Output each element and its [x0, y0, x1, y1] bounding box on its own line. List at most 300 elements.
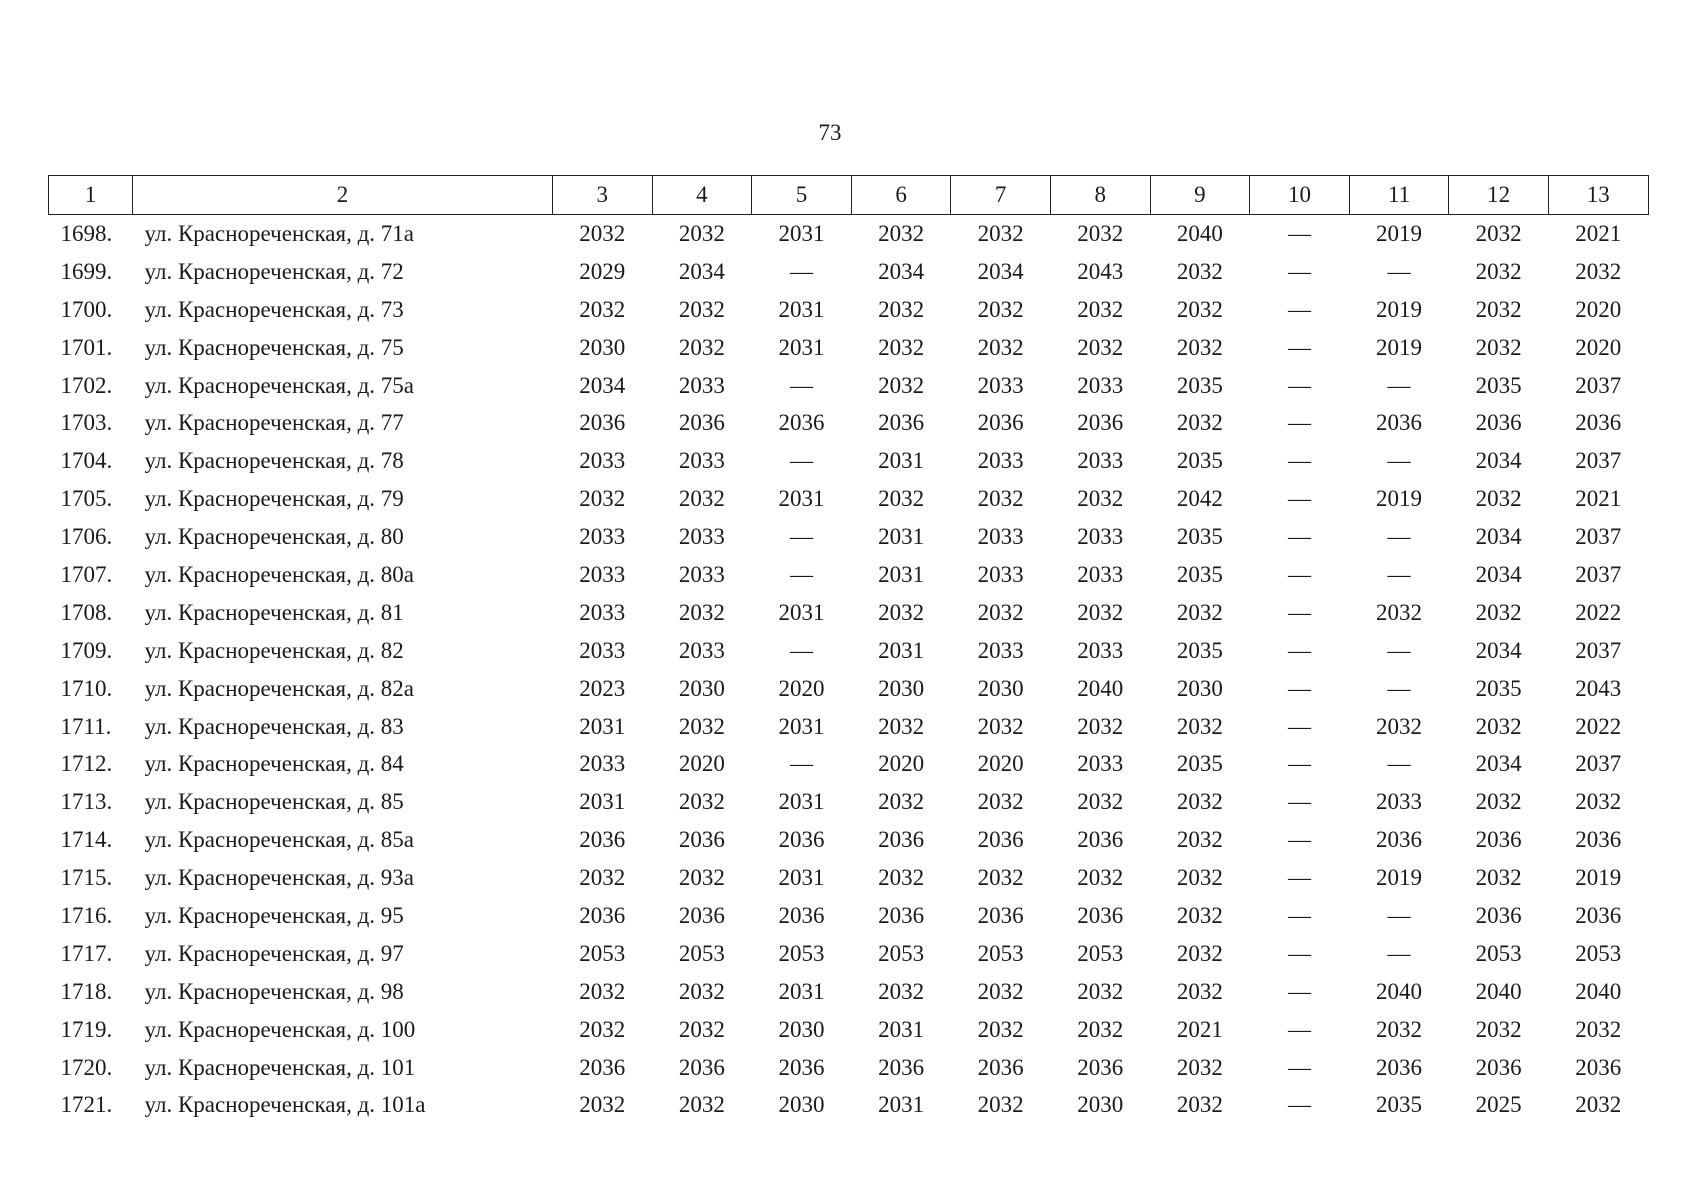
- year-cell: 2053: [1475, 940, 1522, 966]
- year-cell: 2033: [977, 448, 1024, 474]
- year-cell: 2032: [678, 978, 725, 1004]
- table-row: [49, 480, 1649, 518]
- year-cell: 2035: [1176, 637, 1223, 663]
- year-cell: —: [789, 561, 813, 587]
- year-cell: 2034: [1475, 751, 1522, 777]
- year-cell: 2032: [977, 1016, 1024, 1042]
- table-row: [49, 745, 1649, 783]
- year-cell: 2032: [1575, 1016, 1622, 1042]
- year-cell: 2036: [878, 902, 925, 928]
- table-row: [49, 329, 1649, 367]
- table-row: [49, 783, 1649, 821]
- year-cell: 2033: [1077, 448, 1124, 474]
- year-cell: 2035: [1176, 751, 1223, 777]
- year-cell: 2036: [778, 410, 825, 436]
- year-cell: 2032: [1176, 865, 1223, 891]
- year-cell: 2032: [678, 789, 725, 815]
- year-cell: 2037: [1575, 448, 1622, 474]
- year-cell: 2032: [1077, 789, 1124, 815]
- year-cell: 2032: [1475, 789, 1522, 815]
- year-cell: 2037: [1575, 637, 1622, 663]
- year-cell: 2032: [1475, 296, 1522, 322]
- column-header: 8: [1050, 176, 1150, 215]
- year-cell: 2035: [1176, 561, 1223, 587]
- row-number: 1698.: [60, 220, 113, 246]
- address-cell: ул. Краснореченская, д. 81: [144, 599, 404, 625]
- year-cell: 2033: [1376, 789, 1423, 815]
- year-cell: —: [1387, 940, 1411, 966]
- year-cell: —: [1287, 448, 1311, 474]
- year-cell: 2034: [678, 258, 725, 284]
- year-cell: 2032: [1176, 334, 1223, 360]
- year-cell: 2040: [1575, 978, 1622, 1004]
- row-number: 1718.: [60, 978, 113, 1004]
- year-cell: —: [1287, 637, 1311, 663]
- year-cell: 2030: [778, 1016, 825, 1042]
- year-cell: 2031: [878, 524, 925, 550]
- year-cell: 2021: [1575, 486, 1622, 512]
- year-cell: —: [1287, 940, 1311, 966]
- year-cell: 2032: [1176, 1092, 1223, 1118]
- year-cell: —: [1387, 258, 1411, 284]
- year-cell: 2036: [1376, 827, 1423, 853]
- column-header: 10: [1250, 176, 1350, 215]
- year-cell: 2032: [1575, 1092, 1622, 1118]
- year-cell: —: [1287, 334, 1311, 360]
- row-number: 1703.: [60, 410, 113, 436]
- year-cell: 2036: [1475, 1054, 1522, 1080]
- year-cell: 2032: [1077, 599, 1124, 625]
- year-cell: 2032: [878, 220, 925, 246]
- table-row: [49, 215, 1649, 253]
- year-cell: 2032: [579, 1092, 626, 1118]
- year-cell: —: [1387, 902, 1411, 928]
- year-cell: 2030: [778, 1092, 825, 1118]
- year-cell: 2032: [678, 296, 725, 322]
- year-cell: 2032: [1475, 713, 1522, 739]
- year-cell: —: [1287, 902, 1311, 928]
- year-cell: 2032: [1475, 220, 1522, 246]
- column-number-header-row: [49, 176, 1649, 215]
- year-cell: 2034: [1475, 637, 1522, 663]
- year-cell: 2033: [977, 524, 1024, 550]
- year-cell: 2032: [878, 486, 925, 512]
- year-cell: 2036: [977, 902, 1024, 928]
- year-cell: 2031: [778, 978, 825, 1004]
- year-cell: 2032: [1077, 296, 1124, 322]
- year-cell: 2035: [1176, 448, 1223, 474]
- year-cell: 2032: [1176, 599, 1223, 625]
- year-cell: 2040: [1475, 978, 1522, 1004]
- column-header: 2: [133, 176, 553, 215]
- row-number: 1702.: [60, 372, 113, 398]
- year-cell: 2036: [1575, 827, 1622, 853]
- year-cell: 2036: [579, 902, 626, 928]
- row-number: 1711.: [60, 713, 112, 739]
- year-cell: 2034: [1475, 448, 1522, 474]
- year-cell: 2053: [678, 940, 725, 966]
- year-cell: 2032: [1376, 1016, 1423, 1042]
- address-cell: ул. Краснореченская, д. 100: [144, 1016, 416, 1042]
- year-cell: 2043: [1575, 675, 1622, 701]
- year-cell: 2032: [678, 334, 725, 360]
- address-cell: ул. Краснореченская, д. 84: [144, 751, 404, 777]
- year-cell: —: [1387, 751, 1411, 777]
- year-cell: 2020: [1575, 296, 1622, 322]
- year-cell: 2036: [1575, 410, 1622, 436]
- year-cell: 2033: [977, 561, 1024, 587]
- year-cell: 2034: [878, 258, 925, 284]
- address-cell: ул. Краснореченская, д. 83: [144, 713, 404, 739]
- address-cell: ул. Краснореченская, д. 101а: [144, 1092, 426, 1118]
- year-cell: 2036: [678, 902, 725, 928]
- table-row: [49, 859, 1649, 897]
- year-cell: —: [1387, 448, 1411, 474]
- year-cell: 2036: [778, 1054, 825, 1080]
- year-cell: 2033: [678, 524, 725, 550]
- year-cell: —: [1287, 675, 1311, 701]
- year-cell: —: [1287, 296, 1311, 322]
- year-cell: 2031: [778, 713, 825, 739]
- year-cell: —: [1287, 1016, 1311, 1042]
- year-cell: 2032: [579, 486, 626, 512]
- year-cell: 2032: [1475, 599, 1522, 625]
- year-cell: 2037: [1575, 561, 1622, 587]
- table-row: [49, 1049, 1649, 1087]
- year-cell: —: [1287, 486, 1311, 512]
- row-number: 1721.: [60, 1092, 113, 1118]
- address-cell: ул. Краснореченская, д. 77: [144, 410, 404, 436]
- address-cell: ул. Краснореченская, д. 97: [144, 940, 404, 966]
- year-cell: 2031: [878, 1016, 925, 1042]
- table-row: [49, 821, 1649, 859]
- year-cell: 2033: [678, 637, 725, 663]
- year-cell: 2036: [878, 827, 925, 853]
- table-row: [49, 1011, 1649, 1049]
- year-cell: 2032: [1176, 789, 1223, 815]
- year-cell: —: [1287, 599, 1311, 625]
- column-header: 9: [1150, 176, 1250, 215]
- column-header: 1: [49, 176, 133, 215]
- year-cell: 2033: [678, 372, 725, 398]
- year-cell: 2032: [1077, 865, 1124, 891]
- year-cell: 2032: [1475, 1016, 1522, 1042]
- column-header: 6: [851, 176, 951, 215]
- year-cell: 2031: [778, 789, 825, 815]
- row-number: 1705.: [60, 486, 113, 512]
- year-cell: 2032: [579, 220, 626, 246]
- year-cell: 2037: [1575, 524, 1622, 550]
- year-cell: 2025: [1475, 1092, 1522, 1118]
- year-cell: 2019: [1376, 220, 1423, 246]
- year-cell: 2036: [778, 902, 825, 928]
- year-cell: 2036: [1376, 1054, 1423, 1080]
- year-cell: 2032: [878, 372, 925, 398]
- year-cell: 2032: [977, 789, 1024, 815]
- year-cell: 2053: [579, 940, 626, 966]
- year-cell: 2032: [1176, 713, 1223, 739]
- year-cell: 2036: [678, 410, 725, 436]
- row-number: 1699.: [60, 258, 113, 284]
- table-row: [49, 518, 1649, 556]
- year-cell: 2036: [678, 1054, 725, 1080]
- year-cell: 2033: [678, 561, 725, 587]
- page-number: 73: [818, 120, 842, 145]
- year-cell: —: [1287, 865, 1311, 891]
- row-number: 1709.: [60, 637, 113, 663]
- year-cell: 2032: [1176, 978, 1223, 1004]
- year-cell: 2031: [778, 865, 825, 891]
- year-cell: 2036: [1077, 827, 1124, 853]
- year-cell: 2030: [977, 675, 1024, 701]
- year-cell: 2036: [1475, 410, 1522, 436]
- year-cell: 2032: [977, 713, 1024, 739]
- table-row: [49, 404, 1649, 442]
- year-cell: 2022: [1575, 713, 1622, 739]
- year-cell: 2053: [1077, 940, 1124, 966]
- year-cell: 2032: [1475, 486, 1522, 512]
- year-cell: 2019: [1376, 865, 1423, 891]
- table-row: [49, 897, 1649, 935]
- row-number: 1700.: [60, 296, 113, 322]
- year-cell: 2032: [1077, 486, 1124, 512]
- column-header: 12: [1449, 176, 1549, 215]
- year-cell: 2032: [1077, 220, 1124, 246]
- year-cell: 2032: [678, 220, 725, 246]
- row-number: 1719.: [60, 1016, 113, 1042]
- table-row: [49, 291, 1649, 329]
- year-cell: —: [1287, 258, 1311, 284]
- address-cell: ул. Краснореченская, д. 78: [144, 448, 404, 474]
- year-cell: 2032: [1475, 865, 1522, 891]
- year-cell: 2032: [1077, 334, 1124, 360]
- address-cell: ул. Краснореченская, д. 75: [144, 334, 404, 360]
- column-header: 13: [1548, 176, 1648, 215]
- year-cell: 2031: [778, 599, 825, 625]
- year-cell: 2033: [678, 448, 725, 474]
- address-cell: ул. Краснореченская, д. 80: [144, 524, 404, 550]
- year-cell: 2032: [977, 334, 1024, 360]
- year-cell: 2036: [878, 1054, 925, 1080]
- year-cell: 2032: [579, 296, 626, 322]
- year-cell: 2033: [1077, 561, 1124, 587]
- table-row: [49, 442, 1649, 480]
- year-cell: —: [1287, 220, 1311, 246]
- year-cell: 2033: [579, 524, 626, 550]
- year-cell: 2032: [1176, 258, 1223, 284]
- year-cell: 2036: [977, 827, 1024, 853]
- year-cell: 2032: [977, 220, 1024, 246]
- year-cell: 2032: [977, 1092, 1024, 1118]
- year-cell: 2032: [878, 599, 925, 625]
- year-cell: 2032: [977, 296, 1024, 322]
- year-cell: 2037: [1575, 751, 1622, 777]
- year-cell: 2021: [1176, 1016, 1223, 1042]
- year-cell: 2053: [1575, 940, 1622, 966]
- year-cell: 2053: [878, 940, 925, 966]
- table-row: [49, 1086, 1649, 1124]
- year-cell: 2032: [1077, 978, 1124, 1004]
- year-cell: —: [1287, 410, 1311, 436]
- address-cell: ул. Краснореченская, д. 95: [144, 902, 404, 928]
- year-cell: 2031: [878, 1092, 925, 1118]
- year-cell: 2036: [1077, 1054, 1124, 1080]
- row-number: 1716.: [60, 902, 113, 928]
- year-cell: 2032: [878, 978, 925, 1004]
- year-cell: 2036: [977, 410, 1024, 436]
- year-cell: 2036: [678, 827, 725, 853]
- year-cell: 2035: [1376, 1092, 1423, 1118]
- year-cell: 2020: [678, 751, 725, 777]
- year-cell: 2036: [579, 410, 626, 436]
- housing-schedule-table: [48, 175, 1649, 1124]
- year-cell: 2032: [1176, 410, 1223, 436]
- year-cell: —: [1287, 1054, 1311, 1080]
- year-cell: 2022: [1575, 599, 1622, 625]
- year-cell: 2019: [1575, 865, 1622, 891]
- row-number: 1706.: [60, 524, 113, 550]
- year-cell: —: [1287, 561, 1311, 587]
- year-cell: 2033: [977, 637, 1024, 663]
- year-cell: 2032: [1176, 1054, 1223, 1080]
- address-cell: ул. Краснореченская, д. 82а: [144, 675, 414, 701]
- year-cell: 2032: [1176, 940, 1223, 966]
- year-cell: 2036: [1475, 902, 1522, 928]
- year-cell: —: [1387, 675, 1411, 701]
- year-cell: 2043: [1077, 258, 1124, 284]
- year-cell: 2032: [1376, 599, 1423, 625]
- year-cell: 2036: [1575, 1054, 1622, 1080]
- year-cell: 2035: [1176, 524, 1223, 550]
- year-cell: 2036: [1575, 902, 1622, 928]
- table-row: [49, 670, 1649, 708]
- address-cell: ул. Краснореченская, д. 93а: [144, 865, 414, 891]
- year-cell: 2032: [1176, 827, 1223, 853]
- year-cell: 2036: [579, 827, 626, 853]
- row-number: 1720.: [60, 1054, 113, 1080]
- column-header: 4: [652, 176, 752, 215]
- table-row: [49, 556, 1649, 594]
- year-cell: 2036: [1475, 827, 1522, 853]
- row-number: 1710.: [60, 675, 113, 701]
- year-cell: 2032: [579, 865, 626, 891]
- column-header: 7: [951, 176, 1051, 215]
- row-number: 1714.: [60, 827, 113, 853]
- table-row: [49, 632, 1649, 670]
- year-cell: 2031: [778, 334, 825, 360]
- address-cell: ул. Краснореченская, д. 85а: [144, 827, 414, 853]
- year-cell: —: [1387, 524, 1411, 550]
- row-number: 1712.: [60, 751, 113, 777]
- year-cell: 2031: [579, 789, 626, 815]
- table-row: [49, 594, 1649, 632]
- row-number: 1713.: [60, 789, 113, 815]
- year-cell: 2031: [778, 486, 825, 512]
- year-cell: —: [1287, 1092, 1311, 1118]
- year-cell: 2032: [678, 865, 725, 891]
- year-cell: —: [1287, 713, 1311, 739]
- year-cell: 2032: [878, 296, 925, 322]
- year-cell: —: [789, 372, 813, 398]
- year-cell: 2036: [878, 410, 925, 436]
- year-cell: —: [1287, 789, 1311, 815]
- year-cell: 2033: [579, 751, 626, 777]
- address-cell: ул. Краснореченская, д. 72: [144, 258, 404, 284]
- year-cell: 2032: [878, 713, 925, 739]
- year-cell: 2033: [579, 448, 626, 474]
- column-header: 3: [553, 176, 653, 215]
- year-cell: 2032: [977, 978, 1024, 1004]
- year-cell: 2035: [1475, 675, 1522, 701]
- year-cell: —: [789, 258, 813, 284]
- year-cell: 2031: [778, 296, 825, 322]
- year-cell: 2032: [678, 486, 725, 512]
- year-cell: 2036: [579, 1054, 626, 1080]
- year-cell: 2036: [1077, 410, 1124, 436]
- table-row: [49, 973, 1649, 1011]
- address-cell: ул. Краснореченская, д. 101: [144, 1054, 416, 1080]
- year-cell: 2032: [678, 1092, 725, 1118]
- year-cell: 2032: [1077, 1016, 1124, 1042]
- year-cell: 2032: [1575, 258, 1622, 284]
- year-cell: 2032: [878, 334, 925, 360]
- address-cell: ул. Краснореченская, д. 71а: [144, 220, 414, 246]
- address-cell: ул. Краснореченская, д. 75а: [144, 372, 414, 398]
- year-cell: 2032: [977, 865, 1024, 891]
- year-cell: —: [1387, 372, 1411, 398]
- row-number: 1715.: [60, 865, 113, 891]
- table-body: [49, 215, 1649, 1125]
- year-cell: 2019: [1376, 334, 1423, 360]
- year-cell: 2032: [678, 713, 725, 739]
- row-number: 1717.: [60, 940, 113, 966]
- address-cell: ул. Краснореченская, д. 79: [144, 486, 404, 512]
- year-cell: —: [1287, 751, 1311, 777]
- year-cell: 2020: [1575, 334, 1622, 360]
- address-cell: ул. Краснореченская, д. 73: [144, 296, 404, 322]
- year-cell: 2033: [1077, 751, 1124, 777]
- year-cell: 2020: [878, 751, 925, 777]
- year-cell: 2040: [1077, 675, 1124, 701]
- year-cell: 2053: [977, 940, 1024, 966]
- column-header: 5: [752, 176, 852, 215]
- row-number: 1704.: [60, 448, 113, 474]
- year-cell: 2033: [977, 372, 1024, 398]
- year-cell: 2033: [1077, 372, 1124, 398]
- year-cell: —: [1287, 524, 1311, 550]
- year-cell: 2031: [878, 637, 925, 663]
- table-row: [49, 367, 1649, 405]
- year-cell: 2036: [1077, 902, 1124, 928]
- address-cell: ул. Краснореченская, д. 80а: [144, 561, 414, 587]
- year-cell: 2031: [878, 561, 925, 587]
- year-cell: 2032: [1475, 334, 1522, 360]
- year-cell: —: [1387, 561, 1411, 587]
- year-cell: 2042: [1176, 486, 1223, 512]
- year-cell: 2032: [878, 865, 925, 891]
- year-cell: 2019: [1376, 296, 1423, 322]
- year-cell: 2030: [579, 334, 626, 360]
- year-cell: 2032: [1077, 713, 1124, 739]
- year-cell: 2029: [579, 258, 626, 284]
- year-cell: 2020: [778, 675, 825, 701]
- year-cell: 2034: [1475, 561, 1522, 587]
- year-cell: 2021: [1575, 220, 1622, 246]
- year-cell: 2040: [1176, 220, 1223, 246]
- row-number: 1708.: [60, 599, 113, 625]
- year-cell: 2034: [579, 372, 626, 398]
- year-cell: 2036: [1376, 410, 1423, 436]
